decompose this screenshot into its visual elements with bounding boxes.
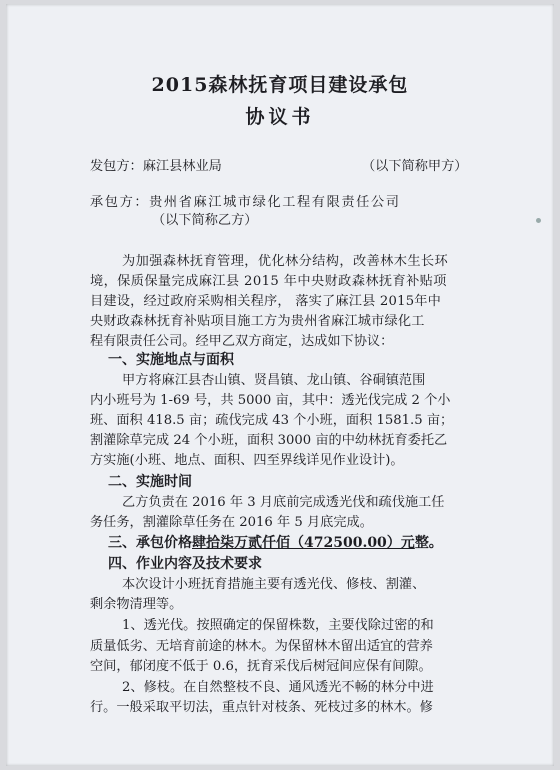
intro-line: 为加强森林抚育管理，优化林分结构，改善林木生长环: [122, 254, 449, 269]
party-a: 发包方：麻江县林业局: [90, 159, 222, 174]
intro-line: 程有限责任公司。经甲乙双方商定，达成如下协议：: [90, 334, 394, 349]
section-heading: 一、实施地点与面积: [108, 352, 234, 368]
intro-line: 目建设，经过政府采购相关程序， 落实了麻江县 2015年中: [90, 294, 442, 309]
section-line: 质量低劣、无培育前途的林木。为保留林木留出适宜的营养: [90, 639, 433, 654]
document-page: [6, 4, 554, 766]
party-a-note: （以下简称甲方）: [362, 159, 468, 174]
document-subtitle: 协议书: [245, 106, 315, 128]
party-b-note: （以下简称乙方）: [152, 213, 258, 228]
section-line: 行。一般采取平切法，重点针对枝条、死枝过多的林木。修: [90, 700, 433, 715]
price-amount: 肆拾柒万贰仟佰（472500.00）元: [192, 535, 415, 551]
section-line: 2、修枝。在自然整枝不良、通风透光不畅的林分中进: [122, 680, 434, 695]
scan-speck: [536, 218, 541, 223]
section-line: 内小班号为 1-69 号，共 5000 亩，其中：透光伐完成 2 个小: [90, 393, 451, 408]
section-line: 本次设计小班抚育措施主要有透光伐、修枝、割灌、: [122, 577, 426, 592]
section-line: 剩余物清理等。: [90, 597, 183, 612]
intro-line: 境，保质保量完成麻江县 2015 年中央财政森林抚育补贴项: [90, 274, 447, 289]
intro-line: 央财政森林抚育补贴项目施工方为贵州省麻江城市绿化工: [90, 314, 425, 329]
price-suffix: 整。: [414, 535, 443, 551]
document-title: 2015森林抚育项目建设承包: [151, 74, 409, 96]
price-prefix: 三、承包价格: [108, 535, 192, 551]
section-line: 方实施(小班、地点、面积、四至界线详见作业设计)。: [90, 453, 404, 468]
section-line: 空间，郁闭度不低于 0.6，抚育采伐后树冠间应保有间隙。: [90, 659, 432, 674]
section-line: 班、面积 418.5 亩；疏伐完成 43 个小班，面积 1581.5 亩；: [90, 413, 454, 428]
section-line: 割灌除草完成 24 个小班，面积 3000 亩的中幼林抚育委托乙: [90, 433, 448, 448]
section-line: 1、透光伐。按照确定的保留株数，主要伐除过密的和: [122, 618, 434, 633]
section-line: 务任务，割灌除草任务在 2016 年 5 月底完成。: [90, 515, 373, 530]
section-heading: 二、实施时间: [108, 474, 192, 490]
party-b: 承包方：贵州省麻江城市绿化工程有限责任公司: [90, 195, 401, 210]
section-line: 甲方将麻江县杏山镇、贤昌镇、龙山镇、谷硐镇范围: [122, 373, 426, 388]
section-price: [108, 536, 443, 550]
section-line: 乙方负责在 2016 年 3 月底前完成透光伐和疏伐施工任: [122, 495, 445, 510]
section-heading: 四、作业内容及技术要求: [108, 556, 262, 572]
